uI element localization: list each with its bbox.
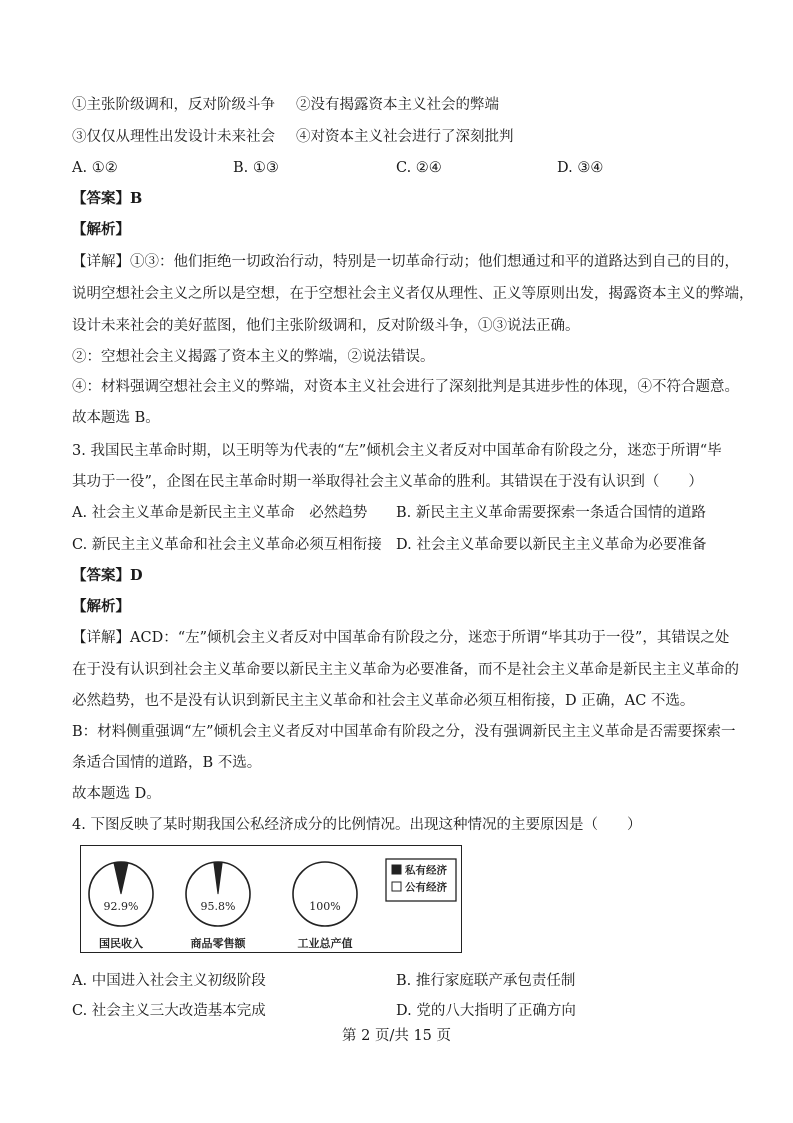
legend-swatch [392, 882, 401, 891]
pie-category-label: 工业总产值 [297, 937, 353, 950]
pie-public-slice [293, 862, 357, 926]
q2-choice-b: B. ①③ [233, 160, 279, 176]
q2-detail-line: 设计未来社会的美好蓝图，他们主张阶级调和，反对阶级斗争，①③说法正确。 [72, 318, 580, 334]
q3-choice-a: A. 社会主义革命是新民主主义革命 必然趋势 [72, 505, 368, 521]
legend-label: 私有经济 [405, 864, 447, 877]
legend-label: 公有经济 [405, 881, 447, 894]
q4-choice-d: D. 党的八大指明了正确方向 [396, 1003, 576, 1019]
q2-option-2: ②没有揭露资本主义社会的弊端 [296, 97, 499, 113]
q2-choice-d: D. ③④ [557, 160, 604, 176]
q3-detail-line: 故本题选 D。 [72, 786, 161, 802]
q3-choice-d: D. 社会主义革命要以新民主主义革命为必要准备 [396, 537, 707, 553]
q2-answer: 【答案】B [72, 190, 143, 207]
q3-detail-line: 【详解】ACD：“左”倾机会主义者反对中国革命有阶段之分，迷恋于所谓“毕其功于一役”，其错误之处 [72, 630, 730, 646]
q2-choice-c: C. ②④ [396, 160, 442, 176]
q2-detail-line: 说明空想社会主义之所以是空想，在于空想社会主义者仅从理性、正义等原则出发，揭露资本主义的弊端， [72, 286, 754, 302]
q3-analysis-label: 【解析】 [72, 598, 130, 615]
q2-option-1: ①主张阶级调和，反对阶级斗争 [72, 97, 275, 113]
q2-choice-a: A. ①② [72, 160, 118, 176]
q3-detail-line: 必然趋势，也不是没有认识到新民主主义革命和社会主义革命必须互相衔接，D 正确，AC 不选。 [72, 693, 695, 709]
q2-detail-line: ④：材料强调空想社会主义的弊端，对资本主义社会进行了深刻批判是其进步性的体现，④不符合题意。 [72, 379, 739, 395]
q3-detail-line: 条适合国情的道路，B 不选。 [72, 755, 262, 771]
pie-category-label: 国民收入 [99, 937, 143, 950]
q3-stem-line: 其功于一役”，企图在民主革命时期一举取得社会主义革命的胜利。其错误在于没有认识到（ ） [72, 474, 703, 490]
q3-choice-b: B. 新民主主义革命需要探索一条适合国情的道路 [396, 505, 706, 521]
q3-stem-line: 3. 我国民主革命时期，以王明等为代表的“左”倾机会主义者反对中国革命有阶段之分，迷恋于所谓“毕 [72, 443, 722, 459]
pie-value-label: 100% [309, 900, 341, 913]
q2-detail-line: ②：空想社会主义揭露了资本主义的弊端，②说法错误。 [72, 349, 435, 365]
q2-analysis-label: 【解析】 [72, 221, 130, 238]
pie-chart-svg [81, 846, 463, 954]
pie-value-label: 92.9% [103, 900, 139, 913]
q4-choice-b: B. 推行家庭联产承包责任制 [396, 973, 576, 989]
q2-option-4: ④对资本主义社会进行了深刻批判 [296, 129, 514, 145]
q3-detail-line: B：材料侧重强调“左”倾机会主义者反对中国革命有阶段之分，没有强调新民主主义革命是否需要探索一 [72, 724, 736, 740]
q2-option-3: ③仅仅从理性出发设计未来社会 [72, 129, 275, 145]
q2-detail-line: 故本题选 B。 [72, 410, 160, 426]
q4-stem: 4. 下图反映了某时期我国公私经济成分的比例情况。出现这种情况的主要原因是（ ） [72, 817, 642, 833]
q3-answer: 【答案】D [72, 567, 143, 584]
page-footer: 第 2 页/共 15 页 [342, 1028, 451, 1044]
pie-value-label: 95.8% [200, 900, 236, 913]
q3-detail-line: 在于没有认识到社会主义革命要以新民主主义革命为必要准备，而不是社会主义革命是新民主主义革命的 [72, 662, 739, 678]
q4-choice-a: A. 中国进入社会主义初级阶段 [72, 973, 266, 989]
q4-choice-c: C. 社会主义三大改造基本完成 [72, 1003, 266, 1019]
legend-swatch [392, 865, 401, 874]
pie-category-label: 商品零售额 [190, 937, 246, 950]
pie-chart-figure [80, 845, 462, 953]
q2-detail-line: 【详解】①③：他们拒绝一切政治行动，特别是一切革命行动；他们想通过和平的道路达到自己的目的， [72, 254, 739, 270]
q3-choice-c: C. 新民主主义革命和社会主义革命必须互相衔接 [72, 537, 382, 553]
